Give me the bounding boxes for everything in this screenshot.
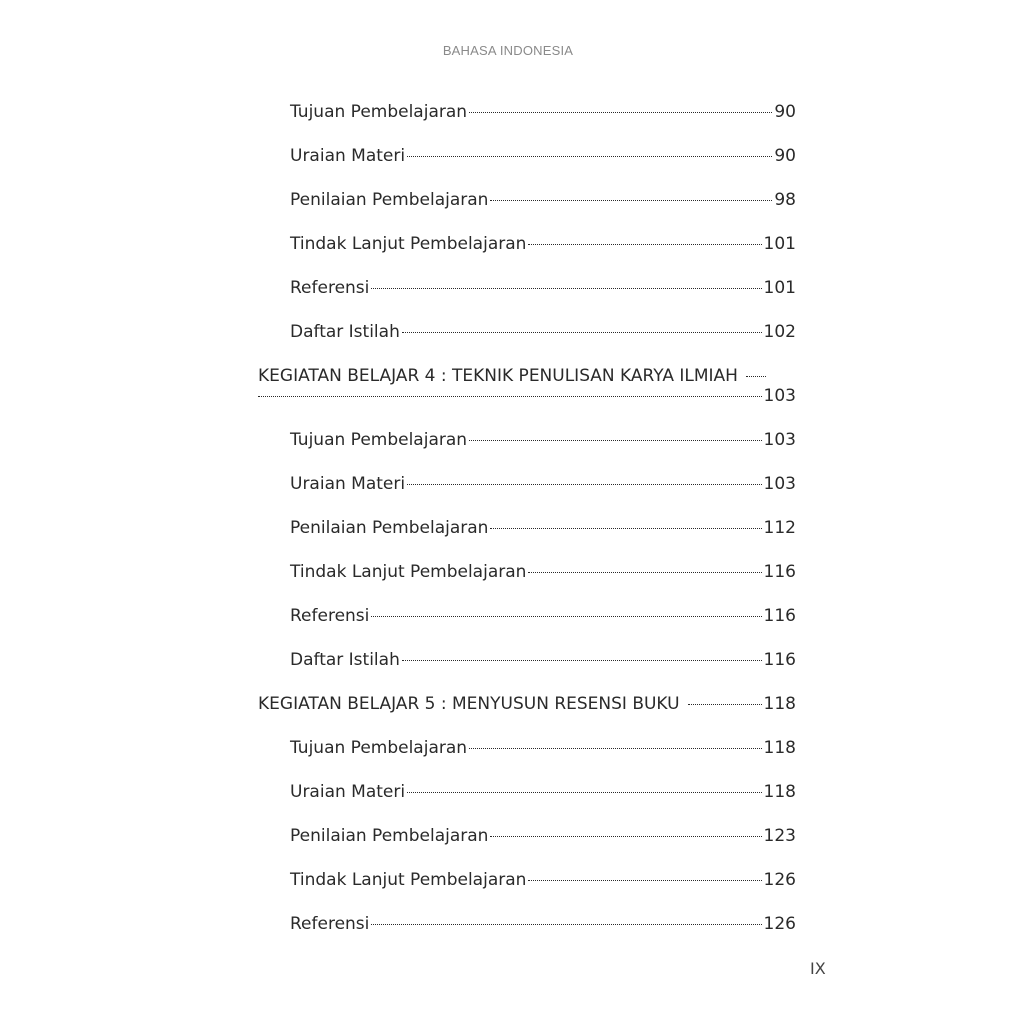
toc-entry-page: 101 — [763, 278, 796, 298]
dot-leader — [371, 288, 761, 289]
dot-leader — [528, 244, 761, 245]
toc-section-title: KEGIATAN BELAJAR 5 : MENYUSUN RESENSI BUKU — [258, 694, 680, 714]
dot-leader — [469, 748, 761, 749]
toc-entry-title: Penilaian Pembelajaran — [290, 826, 489, 846]
toc-entry-title: Daftar Istilah — [290, 322, 400, 342]
toc-entry — [290, 102, 796, 122]
toc-entry — [290, 430, 796, 450]
toc-entry — [290, 562, 796, 582]
dot-leader — [469, 112, 772, 113]
toc-entry — [290, 738, 796, 758]
toc-entry-title: Penilaian Pembelajaran — [290, 518, 489, 538]
toc-section-heading — [258, 694, 796, 714]
toc-entry — [290, 322, 796, 342]
page-number: IX — [810, 959, 826, 978]
toc-entry-page: 118 — [763, 782, 796, 802]
dot-leader — [407, 484, 761, 485]
toc-section-title: KEGIATAN BELAJAR 4 : TEKNIK PENULISAN KARYA ILMIAH — [258, 366, 738, 386]
toc-entry-title: Uraian Materi — [290, 474, 406, 494]
dot-leader — [402, 660, 762, 661]
toc-entry-title: Uraian Materi — [290, 782, 406, 802]
running-header: BAHASA INDONESIA — [442, 43, 574, 58]
toc-entry-title: Daftar Istilah — [290, 650, 400, 670]
dot-leader — [469, 440, 761, 441]
toc-entry-page: 116 — [763, 606, 796, 626]
toc-entry — [290, 278, 796, 298]
dot-leader — [528, 880, 761, 881]
dot-leader — [258, 396, 762, 397]
dot-leader — [371, 616, 761, 617]
toc-entry — [290, 190, 796, 210]
toc-entry — [290, 474, 796, 494]
toc-entry-page: 112 — [763, 518, 796, 538]
dot-leader — [407, 792, 761, 793]
toc-entry-title: Referensi — [290, 606, 370, 626]
toc-entry-title: Tindak Lanjut Pembelajaran — [290, 870, 527, 890]
toc-entry — [290, 826, 796, 846]
toc-section-page: 118 — [763, 694, 796, 714]
toc-entry-page: 116 — [763, 650, 796, 670]
toc-entry-page: 103 — [763, 474, 796, 494]
dot-leader — [371, 924, 761, 925]
toc-entry-title: Referensi — [290, 914, 370, 934]
toc-entry-title: Tujuan Pembelajaran — [290, 738, 468, 758]
toc-entry-title: Tujuan Pembelajaran — [290, 102, 468, 122]
dot-leader — [407, 156, 772, 157]
toc-entry-page: 101 — [763, 234, 796, 254]
toc-entry — [290, 914, 796, 934]
toc-entry — [290, 234, 796, 254]
toc-entry-page: 123 — [763, 826, 796, 846]
dot-leader — [490, 528, 761, 529]
dot-leader — [746, 376, 766, 377]
toc-entry — [290, 782, 796, 802]
toc-entry-page: 126 — [763, 914, 796, 934]
toc-entry — [290, 870, 796, 890]
toc-entry-title: Tindak Lanjut Pembelajaran — [290, 562, 527, 582]
toc-section-page: 103 — [763, 386, 796, 406]
toc-entry-title: Referensi — [290, 278, 370, 298]
toc-entry-page: 118 — [763, 738, 796, 758]
dot-leader — [528, 572, 761, 573]
toc-section-heading — [258, 366, 796, 406]
dot-leader — [490, 836, 761, 837]
toc-entry-page: 116 — [763, 562, 796, 582]
toc-entry-title: Tindak Lanjut Pembelajaran — [290, 234, 527, 254]
toc-entry-page: 102 — [763, 322, 796, 342]
toc-entry-page: 90 — [774, 146, 796, 166]
dot-leader — [402, 332, 762, 333]
toc-entry-title: Uraian Materi — [290, 146, 406, 166]
toc-entry-page: 103 — [763, 430, 796, 450]
dot-leader — [688, 704, 762, 705]
toc-entry-page: 126 — [763, 870, 796, 890]
toc-entry-page: 90 — [774, 102, 796, 122]
toc-entry-page: 98 — [774, 190, 796, 210]
toc-entry — [290, 606, 796, 626]
toc-entry — [290, 650, 796, 670]
toc-entry — [290, 518, 796, 538]
toc-entry-title: Penilaian Pembelajaran — [290, 190, 489, 210]
dot-leader — [490, 200, 772, 201]
toc-entry-title: Tujuan Pembelajaran — [290, 430, 468, 450]
toc-entry — [290, 146, 796, 166]
